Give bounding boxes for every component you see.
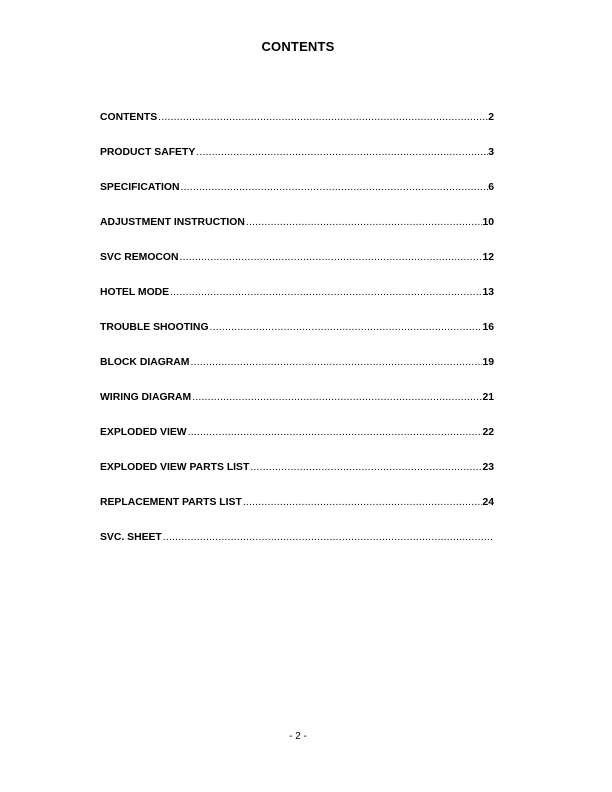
toc-leader-dots: [242, 497, 483, 508]
toc-leader-dots: [249, 462, 482, 473]
toc-entry-label: EXPLODED VIEW: [100, 427, 187, 438]
toc-entry-page: 23: [482, 462, 494, 473]
toc-entry-page: 16: [482, 322, 494, 333]
page-title: CONTENTS: [261, 39, 335, 54]
toc-leader-dots: [157, 112, 488, 123]
toc-entry-label: EXPLODED VIEW PARTS LIST: [100, 462, 250, 473]
toc-leader-dots: [162, 532, 494, 543]
toc-leader-dots: [209, 322, 483, 333]
toc-entry-label: SVC. SHEET: [100, 532, 162, 543]
toc-entry: [100, 497, 494, 532]
toc-entry-page: 22: [482, 427, 494, 438]
toc-leader-dots: [187, 427, 483, 438]
toc-entry-page: 13: [482, 287, 494, 298]
toc-entry: [100, 147, 494, 182]
toc-entry: [100, 252, 494, 287]
toc-entry-label: HOTEL MODE: [100, 287, 170, 298]
toc-entry: [100, 392, 494, 427]
toc-entry-label: PRODUCT SAFETY: [100, 147, 196, 158]
toc-entry: [100, 532, 494, 567]
toc-entry-label: BLOCK DIAGRAM: [100, 357, 190, 368]
toc-leader-dots: [169, 287, 482, 298]
toc-entry-page: 6: [488, 182, 494, 193]
toc-entry: [100, 462, 494, 497]
toc-entry-page: 12: [482, 252, 494, 263]
toc-entry-label: SVC REMOCON: [100, 252, 179, 263]
toc-leader-dots: [195, 147, 488, 158]
toc-entry-page: 10: [482, 217, 494, 228]
toc-entry-label: SPECIFICATION: [100, 182, 180, 193]
toc-entry: [100, 112, 494, 147]
toc-leader-dots: [189, 357, 482, 368]
toc-entry-label: REPLACEMENT PARTS LIST: [100, 497, 242, 508]
toc-leader-dots: [179, 252, 483, 263]
page-number: - 2 -: [289, 731, 307, 742]
toc-leader-dots: [179, 182, 488, 193]
toc-entry-label: TROUBLE SHOOTING: [100, 322, 209, 333]
toc-entry: [100, 217, 494, 252]
table-of-contents: [100, 112, 494, 567]
toc-entry-label: ADJUSTMENT INSTRUCTION: [100, 217, 245, 228]
toc-entry-page: 2: [488, 112, 494, 123]
toc-entry-page: 24: [482, 497, 494, 508]
toc-entry-page: 3: [488, 147, 494, 158]
toc-entry-label: CONTENTS: [100, 112, 158, 123]
toc-entry: [100, 182, 494, 217]
toc-entry: [100, 357, 494, 392]
toc-leader-dots: [245, 217, 483, 228]
toc-entry-label: WIRING DIAGRAM: [100, 392, 192, 403]
toc-entry-page: 21: [482, 392, 494, 403]
toc-entry: [100, 287, 494, 322]
toc-leader-dots: [191, 392, 482, 403]
toc-entry: [100, 322, 494, 357]
toc-entry: [100, 427, 494, 462]
toc-entry-page: 19: [482, 357, 494, 368]
